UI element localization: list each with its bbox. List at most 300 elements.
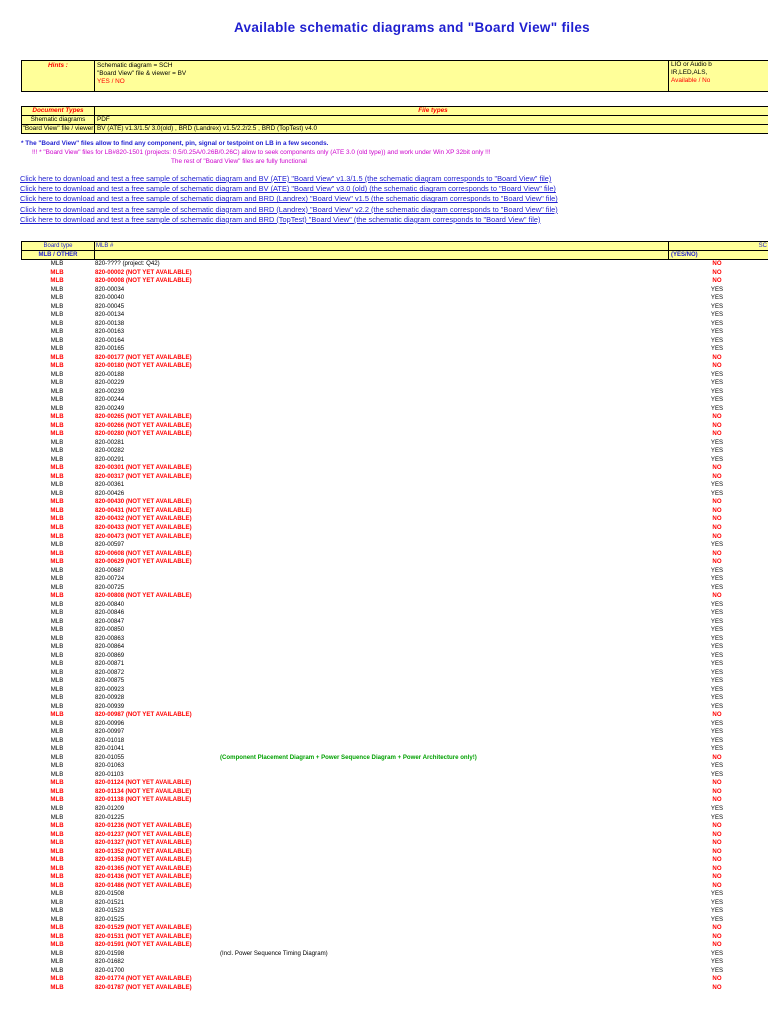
availability-cell: NO — [712, 779, 722, 787]
table-row — [21, 703, 768, 712]
boards-table — [21, 241, 768, 992]
availability-cell: YES — [710, 805, 724, 812]
table-row — [21, 592, 768, 601]
header-file-types: File types — [418, 107, 448, 114]
availability-cell: YES — [710, 294, 724, 302]
mlb-number-cell: 820-00229 — [95, 379, 125, 387]
availability-cell: YES — [710, 336, 724, 344]
board-type-cell: MLB — [50, 668, 64, 676]
board-type-cell: MLB — [50, 626, 64, 634]
board-type-cell: MLB — [50, 839, 64, 847]
table-row — [21, 890, 768, 899]
availability-cell: YES — [710, 626, 724, 634]
availability-cell: YES — [710, 370, 724, 378]
availability-cell: YES — [710, 617, 724, 625]
mlb-number-cell: 820-00872 — [95, 668, 125, 676]
header-document-types: Document Types — [22, 107, 95, 115]
board-type-cell: MLB — [50, 915, 64, 923]
mlb-number-cell: 820-00871 — [95, 660, 125, 668]
hints-right-line: IR,LED,ALS, — [671, 69, 708, 77]
board-type-cell: MLB — [50, 464, 64, 472]
mlb-number-cell: 820-00875 — [95, 677, 125, 685]
mlb-number-cell: 820-00863 — [95, 634, 125, 642]
availability-cell: YES — [710, 311, 724, 319]
table-row — [21, 413, 768, 422]
table-row — [21, 464, 768, 473]
table-row — [21, 720, 768, 729]
board-type-cell: MLB — [50, 634, 64, 642]
mlb-number-cell: 820-00265 (NOT YET AVAILABLE) — [95, 413, 192, 421]
board-type-cell: MLB — [50, 277, 64, 285]
download-link-brd-toptest[interactable]: Click here to download and test a free sample of schematic diagram and BRD (TopTest) "Board View" (the schematic diagram corresponds to "Board View" file) — [20, 214, 541, 224]
mlb-number-cell: 820-01103 — [95, 770, 124, 778]
board-type-cell: MLB — [50, 660, 64, 668]
board-type-cell: MLB — [50, 319, 64, 327]
note-cell: (Component Placement Diagram + Power Sequence Diagram + Power Architecture only!) — [220, 753, 477, 761]
document-types-header — [22, 107, 768, 116]
availability-cell: NO — [712, 983, 722, 991]
mlb-number-cell: 820-00430 (NOT YET AVAILABLE) — [95, 498, 192, 506]
board-type-cell: MLB — [50, 711, 64, 719]
download-link-bv-ate-1-3[interactable]: Click here to download and test a free sample of schematic diagram and BV (ATE) "Board View" v1.3/1.5 (the schematic diagram corresponds to "Board View" file) — [20, 174, 552, 183]
board-type-cell: MLB — [50, 421, 64, 429]
board-type-cell: MLB — [50, 890, 64, 898]
table-row — [21, 430, 768, 439]
mlb-number-cell: 820-01327 (NOT YET AVAILABLE) — [95, 839, 192, 847]
table-row — [21, 439, 768, 448]
board-type-cell: MLB — [50, 549, 64, 557]
mlb-number-cell: 820-01525 — [95, 915, 125, 923]
availability-cell: NO — [712, 430, 722, 438]
mlb-number-cell: 820-00244 — [95, 396, 125, 404]
mlb-number-cell: 820-00301 (NOT YET AVAILABLE) — [95, 464, 192, 472]
mlb-number-cell: 820-00134 — [95, 311, 125, 319]
table-row — [21, 975, 768, 984]
mlb-number-cell: 820-00725 — [95, 583, 125, 591]
availability-cell: NO — [712, 873, 722, 881]
availability-cell: YES — [710, 958, 724, 966]
table-row — [21, 882, 768, 891]
mlb-number-cell: 820-00280 (NOT YET AVAILABLE) — [95, 430, 192, 438]
board-type-cell: MLB — [50, 873, 64, 881]
table-row — [21, 447, 768, 456]
mlb-number-cell: 820-00239 — [95, 387, 125, 395]
board-type-cell: MLB — [50, 617, 64, 625]
table-row — [21, 533, 768, 542]
board-type-cell: MLB — [50, 379, 64, 387]
mlb-number-cell: 820-01138 (NOT YET AVAILABLE) — [95, 796, 192, 804]
board-type-cell: MLB — [50, 787, 64, 795]
table-row — [21, 609, 768, 618]
availability-cell: NO — [712, 822, 722, 830]
mlb-number-cell: 820-00281 — [95, 438, 125, 446]
table-row — [21, 728, 768, 737]
availability-cell: YES — [710, 438, 724, 446]
mlb-number-cell: 820-01237 (NOT YET AVAILABLE) — [95, 830, 192, 838]
board-type-cell: MLB — [50, 592, 64, 600]
mlb-number-cell: 820-01134 (NOT YET AVAILABLE) — [95, 787, 192, 795]
table-row — [21, 745, 768, 754]
mlb-number-cell: 820-???? (project: Q42) — [95, 260, 160, 267]
col-mlb-number: MLB # — [96, 243, 114, 249]
availability-cell: NO — [712, 881, 722, 889]
board-type-cell: MLB — [50, 609, 64, 617]
availability-cell: NO — [712, 498, 722, 506]
mlb-number-cell: 820-01055 — [95, 753, 125, 761]
table-row — [21, 269, 768, 278]
table-row — [21, 541, 768, 550]
board-type-cell: MLB — [50, 302, 64, 310]
table-row — [21, 567, 768, 576]
availability-cell: YES — [710, 660, 724, 668]
board-type-cell: MLB — [50, 447, 64, 455]
notes — [21, 140, 491, 166]
table-row — [21, 711, 768, 720]
board-type-cell: MLB — [50, 362, 64, 370]
board-type-cell: MLB — [50, 558, 64, 566]
table-row — [21, 652, 768, 661]
mlb-number-cell: 820-01352 (NOT YET AVAILABLE) — [95, 847, 192, 855]
board-type-cell: MLB — [50, 370, 64, 378]
mlb-number-cell: 820-00164 — [95, 336, 125, 344]
board-type-cell: MLB — [50, 481, 64, 489]
availability-cell: NO — [712, 464, 722, 472]
mlb-number-cell: 820-01508 — [95, 890, 125, 898]
table-row — [21, 941, 768, 950]
availability-cell: NO — [712, 353, 722, 361]
mlb-number-cell: 820-00473 (NOT YET AVAILABLE) — [95, 532, 192, 540]
mlb-number-cell: 820-01436 (NOT YET AVAILABLE) — [95, 873, 192, 881]
mlb-number-cell: 820-01358 (NOT YET AVAILABLE) — [95, 856, 192, 864]
note-board-view: * The "Board View" files allow to find any component, pin, signal or testpoint on LB in a few seconds. — [21, 140, 329, 147]
mlb-number-cell: 820-00608 (NOT YET AVAILABLE) — [95, 549, 192, 557]
mlb-number-cell: 820-00361 — [95, 481, 125, 489]
board-type-cell: MLB — [50, 430, 64, 438]
mlb-number-cell: 820-01018 — [95, 736, 125, 744]
mlb-number-cell: 820-00996 — [95, 719, 125, 727]
mlb-number-cell: 820-01529 (NOT YET AVAILABLE) — [95, 924, 192, 932]
mlb-number-cell: 820-01209 — [95, 805, 125, 812]
availability-cell: YES — [710, 736, 724, 744]
availability-cell: NO — [712, 839, 722, 847]
table-row — [21, 481, 768, 490]
table-row — [21, 873, 768, 882]
availability-cell: YES — [710, 643, 724, 651]
board-type-cell: MLB — [50, 966, 64, 974]
mlb-number-cell: 820-01365 (NOT YET AVAILABLE) — [95, 864, 192, 872]
mlb-number-cell: 820-00317 (NOT YET AVAILABLE) — [95, 472, 192, 480]
board-type-cell: MLB — [50, 472, 64, 480]
mlb-number-cell: 820-01236 (NOT YET AVAILABLE) — [95, 822, 192, 830]
table-row — [21, 762, 768, 771]
availability-cell: YES — [710, 566, 724, 574]
download-link-bv-ate-3-0[interactable]: Click here to download and test a free sample of schematic diagram and BV (ATE) "Board View" v3.0 (old) (the schematic diagram corresponds to "Board View" file) — [20, 184, 556, 194]
availability-cell: YES — [710, 728, 724, 736]
table-row — [21, 635, 768, 644]
col-yes-no: (YES/NO) — [668, 251, 768, 259]
table-row — [21, 311, 768, 320]
table-row — [21, 601, 768, 610]
availability-cell: NO — [712, 549, 722, 557]
availability-cell: YES — [710, 489, 724, 497]
table-row — [21, 507, 768, 516]
table-row — [21, 456, 768, 465]
mlb-number-cell: 820-01531 (NOT YET AVAILABLE) — [95, 932, 192, 940]
mlb-number-cell: 820-00997 — [95, 728, 125, 736]
availability-cell: NO — [712, 856, 722, 864]
board-type-cell: MLB — [50, 523, 64, 531]
table-row — [21, 694, 768, 703]
board-type-cell: MLB — [50, 455, 64, 463]
table-row — [21, 320, 768, 329]
table-row — [21, 984, 768, 993]
table-row — [21, 584, 768, 593]
table-row — [21, 405, 768, 414]
board-type-cell: MLB — [50, 728, 64, 736]
board-type-cell: MLB — [50, 294, 64, 302]
availability-cell: YES — [710, 541, 724, 549]
table-row — [21, 839, 768, 848]
page-title: Available schematic diagrams and "Board View" files — [234, 20, 590, 35]
availability-cell: YES — [710, 481, 724, 489]
document-type-files: PDF — [97, 116, 110, 123]
table-row — [21, 294, 768, 303]
table-row — [21, 822, 768, 831]
availability-cell: YES — [710, 319, 724, 327]
hints-lines — [97, 62, 186, 87]
availability-cell: YES — [710, 404, 724, 412]
table-row — [21, 396, 768, 405]
mlb-number-cell: 820-00987 (NOT YET AVAILABLE) — [95, 711, 192, 719]
availability-cell: NO — [712, 515, 722, 523]
board-type-cell: MLB — [50, 702, 64, 710]
mlb-number-cell: 820-00180 (NOT YET AVAILABLE) — [95, 362, 192, 370]
note-warning: !!! * "Board View" files for LB#820-1501 (projects: 0.5/0.25A/0.26B/0.26C) allow to seek components only (ATE 3.0 (old type)) and work under Win XP 32bit only !!! — [32, 148, 491, 156]
table-row — [21, 865, 768, 874]
mlb-number-cell: 820-00850 — [95, 626, 125, 634]
board-type-cell: MLB — [50, 345, 64, 353]
board-type-cell: MLB — [50, 651, 64, 659]
mlb-number-cell: 820-00188 — [95, 370, 125, 378]
mlb-number-cell: 820-01041 — [95, 745, 125, 753]
table-row — [21, 524, 768, 533]
board-type-cell: MLB — [50, 736, 64, 744]
availability-cell: NO — [712, 924, 722, 932]
download-link-brd-landrex-1-5[interactable]: Click here to download and test a free sample of schematic diagram and BRD (Landrex) "Board View" v1.5 (the schematic diagram corresponds to "Board View" file) — [20, 194, 558, 204]
availability-cell: NO — [712, 277, 722, 285]
mlb-number-cell: 820-01225 — [95, 813, 125, 821]
availability-cell: YES — [710, 719, 724, 727]
document-type-row — [22, 116, 768, 125]
table-row — [21, 933, 768, 942]
hints-right-available: Available / No — [671, 77, 711, 85]
board-type-cell: MLB — [50, 822, 64, 830]
hints-line-bv: "Board View" file & viewer = BV — [97, 70, 187, 78]
board-type-cell: MLB — [50, 498, 64, 506]
download-link-brd-landrex-2-2[interactable]: Click here to download and test a free sample of schematic diagram and BRD (Landrex) "Board View" v2.2 (the schematic diagram corresponds to "Board View" file) — [20, 204, 558, 214]
availability-cell: YES — [710, 634, 724, 642]
board-type-cell: MLB — [50, 745, 64, 753]
table-row — [21, 796, 768, 805]
board-type-cell: MLB — [50, 813, 64, 821]
availability-cell: YES — [710, 770, 724, 778]
table-body — [21, 260, 768, 992]
mlb-number-cell: 820-00724 — [95, 575, 125, 583]
board-type-cell: MLB — [50, 924, 64, 932]
table-row — [21, 303, 768, 312]
mlb-number-cell: 820-00266 (NOT YET AVAILABLE) — [95, 421, 192, 429]
mlb-number-cell: 820-01486 (NOT YET AVAILABLE) — [95, 881, 192, 889]
board-type-cell: MLB — [50, 941, 64, 949]
board-type-cell: MLB — [50, 975, 64, 983]
availability-cell: YES — [710, 762, 724, 770]
board-type-cell: MLB — [50, 779, 64, 787]
availability-cell: YES — [710, 379, 724, 387]
availability-cell: NO — [712, 472, 722, 480]
availability-cell: NO — [712, 975, 722, 983]
mlb-number-cell: 820-00864 — [95, 643, 125, 651]
table-row — [21, 286, 768, 295]
board-type-cell: MLB — [50, 805, 64, 812]
table-row — [21, 831, 768, 840]
hints-box — [21, 60, 768, 92]
mlb-number-cell: 820-00923 — [95, 685, 125, 693]
availability-cell: NO — [712, 268, 722, 276]
availability-cell: NO — [712, 864, 722, 872]
availability-cell: NO — [712, 711, 722, 719]
table-subheader — [21, 250, 768, 260]
availability-cell: YES — [710, 685, 724, 693]
document-type-row — [22, 125, 768, 133]
board-type-cell: MLB — [50, 268, 64, 276]
board-type-cell: MLB — [50, 907, 64, 915]
table-row — [21, 498, 768, 507]
board-type-cell: MLB — [50, 575, 64, 583]
board-type-cell: MLB — [50, 881, 64, 889]
availability-cell: YES — [710, 600, 724, 608]
mlb-number-cell: 820-01787 (NOT YET AVAILABLE) — [95, 983, 192, 991]
table-row — [21, 362, 768, 371]
board-type-cell: MLB — [50, 353, 64, 361]
note-rest: The rest of "Board View" files are fully functional — [171, 157, 307, 165]
board-type-cell: MLB — [50, 328, 64, 336]
board-type-cell: MLB — [50, 404, 64, 412]
document-type-name: "Board View" file / viewer — [22, 125, 94, 132]
mlb-number-cell: 820-01598 — [95, 949, 125, 957]
board-type-cell: MLB — [50, 532, 64, 540]
col-mlb-other: MLB / OTHER — [22, 251, 95, 259]
table-row — [21, 515, 768, 524]
hints-right-line: LIO or Audio b — [671, 61, 712, 68]
availability-cell: NO — [712, 506, 722, 514]
hints-right-column — [668, 61, 768, 91]
board-type-cell: MLB — [50, 770, 64, 778]
availability-cell: YES — [710, 890, 724, 898]
board-type-cell: MLB — [50, 753, 64, 761]
table-row — [21, 788, 768, 797]
availability-cell: NO — [712, 362, 722, 370]
table-row — [21, 814, 768, 823]
mlb-number-cell: 820-01700 — [95, 966, 125, 974]
availability-cell: NO — [712, 796, 722, 804]
table-row — [21, 805, 768, 814]
table-row — [21, 643, 768, 652]
col-board-type: Board type — [22, 242, 95, 250]
availability-cell: YES — [710, 328, 724, 336]
mlb-number-cell: 820-00629 (NOT YET AVAILABLE) — [95, 558, 192, 566]
board-type-cell: MLB — [50, 983, 64, 991]
hints-yes-no: YES / NO — [97, 78, 125, 86]
table-row — [21, 345, 768, 354]
mlb-number-cell: 820-00433 (NOT YET AVAILABLE) — [95, 523, 192, 531]
table-row — [21, 737, 768, 746]
table-row — [21, 558, 768, 567]
availability-cell: YES — [710, 387, 724, 395]
availability-cell: YES — [710, 455, 724, 463]
availability-cell: NO — [712, 260, 722, 267]
mlb-number-cell: 820-01063 — [95, 762, 125, 770]
table-row — [21, 618, 768, 627]
mlb-number-cell: 820-00163 — [95, 328, 125, 336]
mlb-number-cell: 820-00597 — [95, 541, 125, 549]
table-row — [21, 771, 768, 780]
table-row — [21, 550, 768, 559]
table-row — [21, 899, 768, 908]
mlb-number-cell: 820-00846 — [95, 609, 125, 617]
availability-cell: YES — [710, 668, 724, 676]
table-header — [21, 241, 768, 250]
table-row — [21, 779, 768, 788]
availability-cell: YES — [710, 966, 724, 974]
table-row — [21, 490, 768, 499]
availability-cell: NO — [712, 753, 722, 761]
table-row — [21, 848, 768, 857]
availability-cell: NO — [712, 787, 722, 795]
availability-cell: YES — [710, 702, 724, 710]
availability-cell: NO — [712, 847, 722, 855]
table-row — [21, 677, 768, 686]
mlb-number-cell: 820-00177 (NOT YET AVAILABLE) — [95, 353, 192, 361]
document-types-table — [21, 106, 768, 134]
table-row — [21, 388, 768, 397]
availability-cell: YES — [710, 813, 724, 821]
document-type-files: BV (ATE) v1.3/1.5/ 3.0(old) , BRD (Landrex) v1.5/2.2/2.5 , BRD (TopTest) v4.0 — [97, 125, 318, 132]
table-row — [21, 260, 768, 269]
hints-label: Hints : — [22, 61, 95, 91]
board-type-cell: MLB — [50, 949, 64, 957]
board-type-cell: MLB — [50, 762, 64, 770]
board-type-cell: MLB — [50, 515, 64, 523]
table-row — [21, 686, 768, 695]
board-type-cell: MLB — [50, 413, 64, 421]
mlb-number-cell: 820-00008 (NOT YET AVAILABLE) — [95, 277, 192, 285]
mlb-number-cell: 820-00282 — [95, 447, 125, 455]
hints-line-sch: Schematic diagram = SCH — [97, 62, 173, 69]
mlb-number-cell: 820-00431 (NOT YET AVAILABLE) — [95, 506, 192, 514]
mlb-number-cell: 820-00045 — [95, 302, 125, 310]
availability-cell: YES — [710, 302, 724, 310]
availability-cell: YES — [710, 915, 724, 923]
availability-cell: YES — [710, 949, 724, 957]
mlb-number-cell: 820-00808 (NOT YET AVAILABLE) — [95, 592, 192, 600]
board-type-cell: MLB — [50, 694, 64, 702]
table-row — [21, 626, 768, 635]
availability-cell: YES — [710, 447, 724, 455]
board-type-cell: MLB — [50, 847, 64, 855]
board-type-cell: MLB — [50, 856, 64, 864]
availability-cell: NO — [712, 932, 722, 940]
board-type-cell: MLB — [50, 958, 64, 966]
